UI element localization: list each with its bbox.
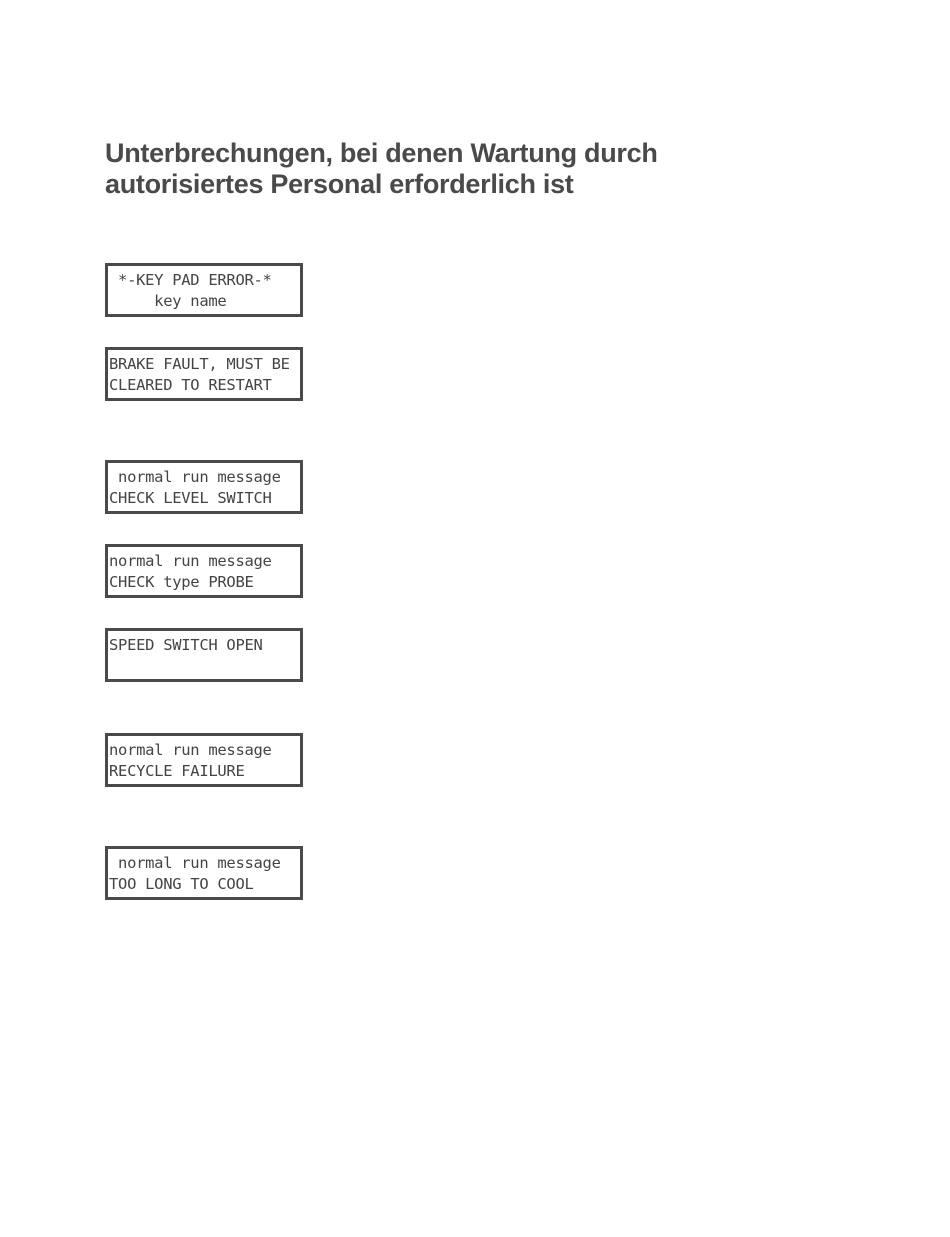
- lcd-line-1: *-KEY PAD ERROR-*: [109, 271, 272, 289]
- lcd-line-2: CLEARED TO RESTART: [109, 375, 272, 394]
- lcd-line-1: normal run message: [109, 468, 281, 486]
- lcd-line-2: key name: [109, 291, 227, 310]
- page-title: [105, 138, 825, 200]
- lcd-line-1: SPEED SWITCH OPEN: [109, 636, 263, 654]
- lcd-display-brake-fault: [105, 347, 303, 401]
- lcd-line-2: TOO LONG TO COOL: [109, 874, 254, 893]
- lcd-line-1: BRAKE FAULT, MUST BE: [109, 355, 290, 373]
- lcd-display-key-pad-error: [105, 263, 303, 317]
- lcd-line-2: CHECK type PROBE: [109, 572, 254, 591]
- page-title-line-1: Unterbrechungen, bei denen Wartung durch: [105, 138, 658, 168]
- lcd-display-check-level-switch: [105, 460, 303, 514]
- lcd-display-recycle-failure: [105, 733, 303, 787]
- lcd-line-2: CHECK LEVEL SWITCH: [109, 488, 272, 507]
- lcd-display-speed-switch-open: [105, 628, 303, 682]
- lcd-display-too-long-to-cool: [105, 846, 303, 900]
- page-title-line-2: autorisiertes Personal erforderlich ist: [105, 169, 574, 199]
- lcd-line-1: normal run message: [109, 552, 272, 570]
- lcd-line-2: [108, 656, 300, 677]
- lcd-display-check-probe: [105, 544, 303, 598]
- lcd-line-1: normal run message: [109, 741, 272, 759]
- lcd-line-1: normal run message: [109, 854, 281, 872]
- lcd-line-2: RECYCLE FAILURE: [109, 761, 245, 780]
